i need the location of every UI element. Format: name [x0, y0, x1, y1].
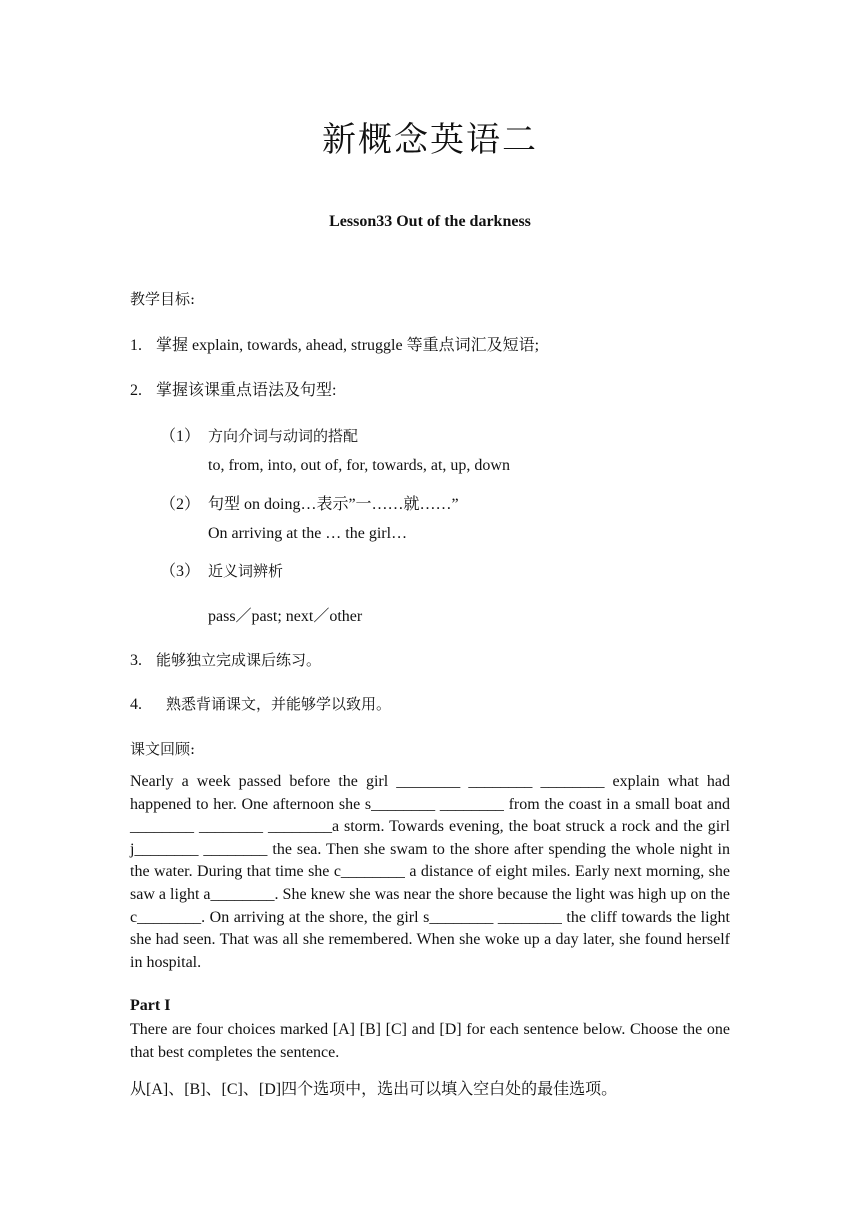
- lesson-title: Lesson33 Out of the darkness: [329, 213, 531, 230]
- objective-number: 4.: [130, 696, 142, 713]
- part-heading: Part I: [130, 997, 171, 1014]
- grammar-example-1: to, from, into, out of, for, towards, at, up, down: [208, 457, 510, 474]
- objectives-heading: 教学目标:: [130, 290, 196, 308]
- objective-text: 掌握 explain, towards, ahead, struggle 等重点词汇及短语;: [156, 337, 540, 354]
- part-instruction-cn: 从[A]、[B]、[C]、[D]四个选项中，选出可以填入空白处的最佳选项。: [130, 1081, 618, 1098]
- grammar-point-1: [160, 423, 358, 446]
- grammar-label: 近义词辨析: [208, 562, 284, 580]
- grammar-point-2: [160, 491, 459, 514]
- grammar-label: 方向介词与动词的搭配: [208, 427, 359, 445]
- grammar-number: （1）: [160, 428, 201, 445]
- review-paragraph: Nearly a week passed before the girl ________ ________ ________ explain what had happened to her. One afternoon she s________ ________ from the coast in a small boat and ________ ________ ________a storm. Towards evening, the boat struck a rock and the girl j________ ________ the sea. Then she swam to the shore after spending the whole night in the water. During that time she c________ a distance of eight miles. Early next morning, she saw a light a________. She knew she was near the shore because the light was high up on the c________. On arriving at the shore, the girl s________ ________ the cliff towards the light she had seen. That was all she remembered. When she woke up a day later, she found herself in hospital.: [130, 773, 730, 971]
- grammar-number: （3）: [160, 563, 201, 580]
- objective-item-1: [130, 332, 539, 355]
- part-instruction-en: There are four choices marked [A] [B] [C] and [D] for each sentence below. Choose the one that best completes the sentence.: [130, 1021, 730, 1061]
- grammar-point-3: [160, 558, 283, 581]
- grammar-example-3: pass／past; next／other: [208, 608, 363, 625]
- review-heading: 课文回顾:: [130, 740, 196, 758]
- objective-number: 2.: [130, 382, 142, 399]
- objective-item-3: [130, 649, 321, 670]
- grammar-number: （2）: [160, 496, 201, 513]
- objective-item-4: [130, 693, 391, 714]
- grammar-label: 句型 on doing…表示”一……就……”: [208, 496, 459, 513]
- grammar-example-2: On arriving at the … the girl…: [208, 525, 408, 542]
- objective-text: 能够独立完成课后练习。: [156, 651, 322, 669]
- objective-number: 1.: [130, 337, 142, 354]
- document-title: 新概念英语二: [322, 120, 538, 160]
- objective-number: 3.: [130, 652, 142, 669]
- objective-text: 掌握该课重点语法及句型:: [156, 382, 337, 399]
- objective-item-2: [130, 377, 336, 400]
- objective-text: 熟悉背诵课文，并能够学以致用。: [166, 695, 392, 713]
